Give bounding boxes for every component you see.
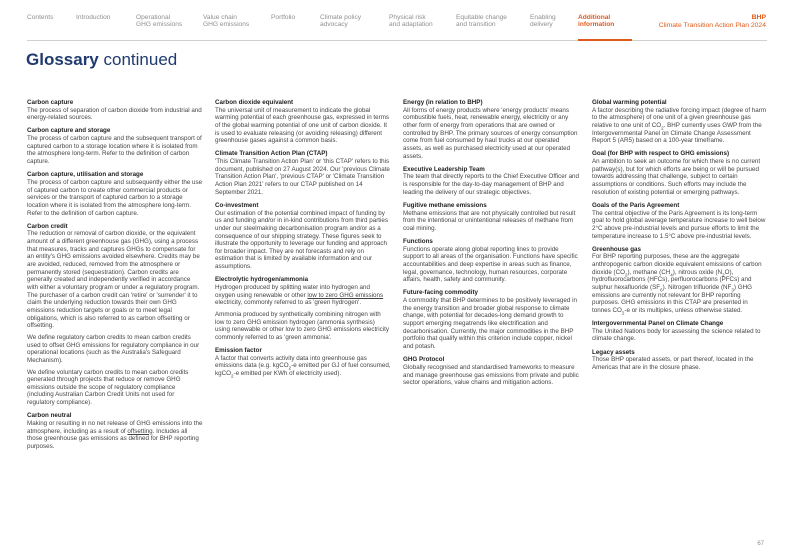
term-definition — [592, 107, 768, 145]
term-definition — [215, 284, 391, 307]
term-heading: Future-facing commodity — [403, 289, 479, 297]
top-navigation — [0, 8, 790, 38]
glossary-column-3 — [403, 99, 579, 391]
text-fragment: ). Nitrogen trifluoride (NF — [662, 283, 732, 291]
text-fragment: . BHP currently uses GWP from the Intergovernmental Panel on Climate Change Assessment Report 5 (AR5) based on a 100-year timeframe. — [592, 121, 762, 145]
nav-introduction[interactable]: Introduction — [76, 14, 111, 21]
brand-block — [659, 14, 766, 30]
term-definition — [215, 355, 391, 378]
nav-physical-risk[interactable]: Physical risk and adaptation — [389, 14, 433, 29]
term-definition: The United Nations body for assessing the science related to climate change. — [592, 327, 761, 343]
nav-operational-ghg[interactable]: Operational GHG emissions — [136, 14, 183, 29]
term-definition: A commodity that BHP determines to be positively leveraged in the energy transition and broader global response to climate change, with potential for decades-long demand growth to support emerging megatrends like electrification and decarbonisation. Currently, the major commodities in the BHP portfolio that qualify within this criterion include copper, nickel and potash. — [403, 297, 577, 351]
nav-portfolio[interactable]: Portfolio — [271, 14, 296, 21]
term-definition — [27, 420, 203, 451]
text-fragment: Making or resulting in no net release of GHG emissions into the atmosphere, including as a result of — [27, 419, 203, 435]
subscript: 2 — [625, 271, 628, 277]
term-heading: Carbon credit — [27, 222, 68, 230]
title-main: Glossary — [26, 50, 99, 69]
title-continued: continued — [103, 50, 178, 69]
term-heading: Carbon capture and storage — [27, 127, 111, 135]
glossary-column-4 — [592, 99, 768, 376]
active-tab-indicator — [578, 39, 632, 41]
text-fragment: Hydrogen produced by splitting water into hydrogen and oxygen using renewable or other — [215, 283, 370, 299]
term-definition: An ambition to seek an outcome for which there is no current pathway(s), but for which efforts are being or will be pursued towards addressing that challenge, subject to certain assumptions or conditions. Such efforts may include the resolution of existing potential or emerging pathways. — [592, 158, 761, 196]
term-heading: Greenhouse gas — [592, 245, 641, 253]
term-heading: Carbon dioxide equivalent — [215, 99, 294, 106]
term-definition: The central objective of the Paris Agreement is its long-term goal to hold global average temperature increase to well below 2°C above pre-industrial levels and pursue efforts to limit the temperature increase to 1.5°C above pre-industrial levels. — [592, 209, 766, 240]
term-heading: Legacy assets — [592, 348, 635, 356]
term-heading: Intergovernmental Panel on Climate Change — [592, 320, 724, 328]
nav-contents[interactable]: Contents — [27, 14, 54, 21]
text-fragment: ), methane (CH — [627, 268, 671, 276]
low-zero-ghg-link[interactable]: low to zero GHG emissions — [307, 291, 384, 299]
text-fragment: For BHP reporting purposes, these are the aggregate anthropogenic carbon dioxide equivalent emissions of carbon dioxide (CO — [592, 253, 762, 276]
subscript: 2 — [621, 310, 625, 316]
term-heading: Global warming potential — [592, 99, 667, 106]
term-definition: The process of separation of carbon dioxide from industrial and energy-related sources. — [27, 106, 202, 122]
nav-value-chain-ghg[interactable]: Value chain GHG emissions — [203, 14, 250, 29]
text-fragment: . Includes all those greenhouse gas emissions as defined for BHP reporting purposes. — [27, 427, 199, 450]
subscript: 2 — [722, 271, 725, 277]
term-definition: 'This Climate Transition Action Plan' or 'this CTAP' refers to this document, published on 27 August 2024. Our 'previous Climate Transition Action Plan', 'previous CTAP' or 'Climate Transition Action Plan 2021' refers to our CTAP published on 14 September 2021. — [215, 158, 390, 196]
text-fragment: A factor describing the radiative forcing impact (degree of harm to the atmosphere) of one unit of a given greenhouse gas relative to one unit of CO — [592, 106, 767, 129]
text-fragment: ), nitrous oxide (N — [672, 268, 723, 276]
document-title: Climate Transition Action Plan 2024 — [658, 22, 766, 29]
subscript: 3 — [731, 287, 734, 293]
term-definition: Those BHP operated assets, or part thereof, located in the Americas that are in the closure phase. — [592, 356, 754, 371]
term-heading: Carbon capture, utilisation and storage — [27, 171, 144, 179]
term-heading: Executive Leadership Team — [403, 165, 485, 173]
term-definition: Our estimation of the potential combined impact of funding by us and funding and/or in in-kind contributions from third parties under our steelmaking decarbonisation program and/or as a consequence of our shipping strategy. These figures seek to illustrate the opportunity to leverage our funding and approach for broader impact. They are not forecasts and rely on estimation that is limited by available information and our assumptions. — [215, 209, 389, 271]
nav-climate-policy[interactable]: Climate policy advocacy — [320, 14, 362, 29]
term-heading: Fugitive methane emissions — [403, 201, 487, 209]
term-heading: Electrolytic hydrogen/ammonia — [215, 276, 309, 284]
text-fragment: -e emitted per GJ of fuel consumed, kgCO — [215, 362, 391, 377]
text-fragment: -e or its multiples, unless otherwise stated. — [624, 306, 743, 314]
term-heading: Goals of the Paris Agreement — [592, 201, 680, 209]
nav-divider — [27, 40, 767, 41]
term-heading: Carbon neutral — [27, 412, 72, 420]
text-fragment: A factor that converts activity data into greenhouse gas emissions data (e.g. kgCO — [215, 354, 367, 370]
text-fragment: O), hydrofluorocarbons (HFCs), perfluorocarbons (PFCs) and sulphur hexafluoride (SF — [592, 268, 752, 291]
nav-equitable-change[interactable]: Equitable change and transition — [456, 14, 507, 29]
term-definition: The reduction or removal of carbon dioxide, or the equivalent amount of a different greenhouse gas (GHG), using a process that measures, tracks and captures GHGs to compensate for an entity's GHG emissions avoided elsewhere. Credits may be are avoided, reduced, removed from the atmosphere or permanently stored (sequestration). Carbon credits are generally created and independently verified in accordance with either a voluntary program or under a regulatory program. The purchaser of a carbon credit can 'retire' or 'surrender' it to claim the underlying reduction towards their own GHG emissions reduction targets or goals or to meet legal obligations, which is also referred to as carbon offsetting or offsetting. — [27, 230, 200, 330]
nav-enabling-delivery[interactable]: Enabling delivery — [530, 14, 556, 29]
term-heading: Co-investment — [215, 201, 259, 209]
term-definition: The universal unit of measurement to indicate the global warming potential of each greenhouse gas, expressed in terms of the global warming potential of one unit of carbon dioxide. It is used to evaluate releasing (or avoiding releasing) different greenhouse gases against a common basis. — [215, 106, 390, 145]
term-definition: The process of carbon capture and subsequently either the use of captured carbon to create other commercial products or services or the transport of captured carbon to a storage location where it is isolated from the atmosphere long-term. Refer to the definition of carbon capture. — [27, 178, 203, 217]
term-definition: We define regulatory carbon credits to mean carbon credits used to offset GHG emissions for regulatory compliance in our operational locations (such as the Australia's Safeguard Mechanism). — [27, 333, 200, 364]
subscript: 6 — [660, 287, 663, 293]
term-definition: The team that directly reports to the Chief Executive Officer and is responsible for the day-to-day management of BHP and leading the delivery of our strategic objectives. — [403, 173, 580, 196]
subscript: 4 — [670, 271, 673, 277]
text-fragment: -e emitted per KWh of electricity used). — [233, 370, 342, 377]
text-fragment: ) GHG emissions are currently not relevant for BHP reporting purposes. GHG emissions in this CTAP are presented in tonnes CO — [592, 283, 752, 314]
subscript: 2 — [288, 365, 292, 371]
term-heading: GHG Protocol — [403, 356, 445, 364]
term-definition: The process of carbon capture and the subsequent transport of captured carbon to a storage location where it is isolated from the atmosphere long-term. Refer to the definition of carbon capture. — [27, 135, 202, 166]
term-definition: Functions operate along global reporting lines to provide support to all areas of the organisation. Functions have specific accountabilities and deep expertise in areas such as finance, legal, governance, technology, human resources, corporate affairs, health, safety and community. — [403, 245, 578, 284]
term-heading: Energy (in relation to BHP) — [403, 99, 483, 106]
term-definition: Ammonia produced by synthetically combining nitrogen with low to zero GHG emission hydrogen (ammonia synthesis) using renewable or other low to zero GHG emissions electricity commonly referred to as 'green ammonia'. — [215, 310, 390, 341]
term-definition: We define voluntary carbon credits to mean carbon credits generated through projects that reduce or remove GHG emissions outside the scope of regulatory compliance (including Australian Carbon Credit Units not used for regulatory compliance). — [27, 368, 189, 407]
term-heading: Emission factor — [215, 347, 262, 355]
page-title — [26, 50, 177, 70]
nav-additional-information[interactable]: Additional information — [578, 14, 615, 29]
term-heading: Functions — [403, 238, 433, 245]
term-definition: Globally recognised and standardised frameworks to measure and manage greenhouse gas emissions from private and public sector operations, value chains and mitigation actions. — [403, 363, 579, 387]
page-number: 67 — [757, 541, 764, 547]
subscript: 2 — [230, 373, 234, 379]
term-heading: Carbon capture — [27, 99, 74, 106]
subscript: 2 — [661, 125, 664, 131]
brand-name: BHP — [751, 14, 766, 21]
term-heading: Climate Transition Action Plan (CTAP) — [215, 150, 328, 158]
term-heading: Goal (for BHP with respect to GHG emissions) — [592, 150, 730, 158]
term-definition — [592, 253, 768, 314]
text-fragment: electricity, commonly referred to as 'green hydrogen'. — [215, 299, 362, 307]
term-definition: All forms of energy products where 'energy products' means combustible fuels, heat, renewable energy, electricity or any other form of energy from operations that are owned or controlled by BHP. The primary sources of energy consumption come from fuel consumed by haul trucks at our operated assets, as well as purchased electricity used at our operated assets. — [403, 106, 578, 160]
glossary-column-1 — [27, 99, 203, 455]
term-definition: Methane emissions that are not physically controlled but result from the intentional or unintentional releases of methane from coal mining. — [403, 209, 576, 232]
glossary-column-2 — [215, 99, 391, 382]
offsetting-link[interactable]: offsetting — [127, 427, 153, 435]
